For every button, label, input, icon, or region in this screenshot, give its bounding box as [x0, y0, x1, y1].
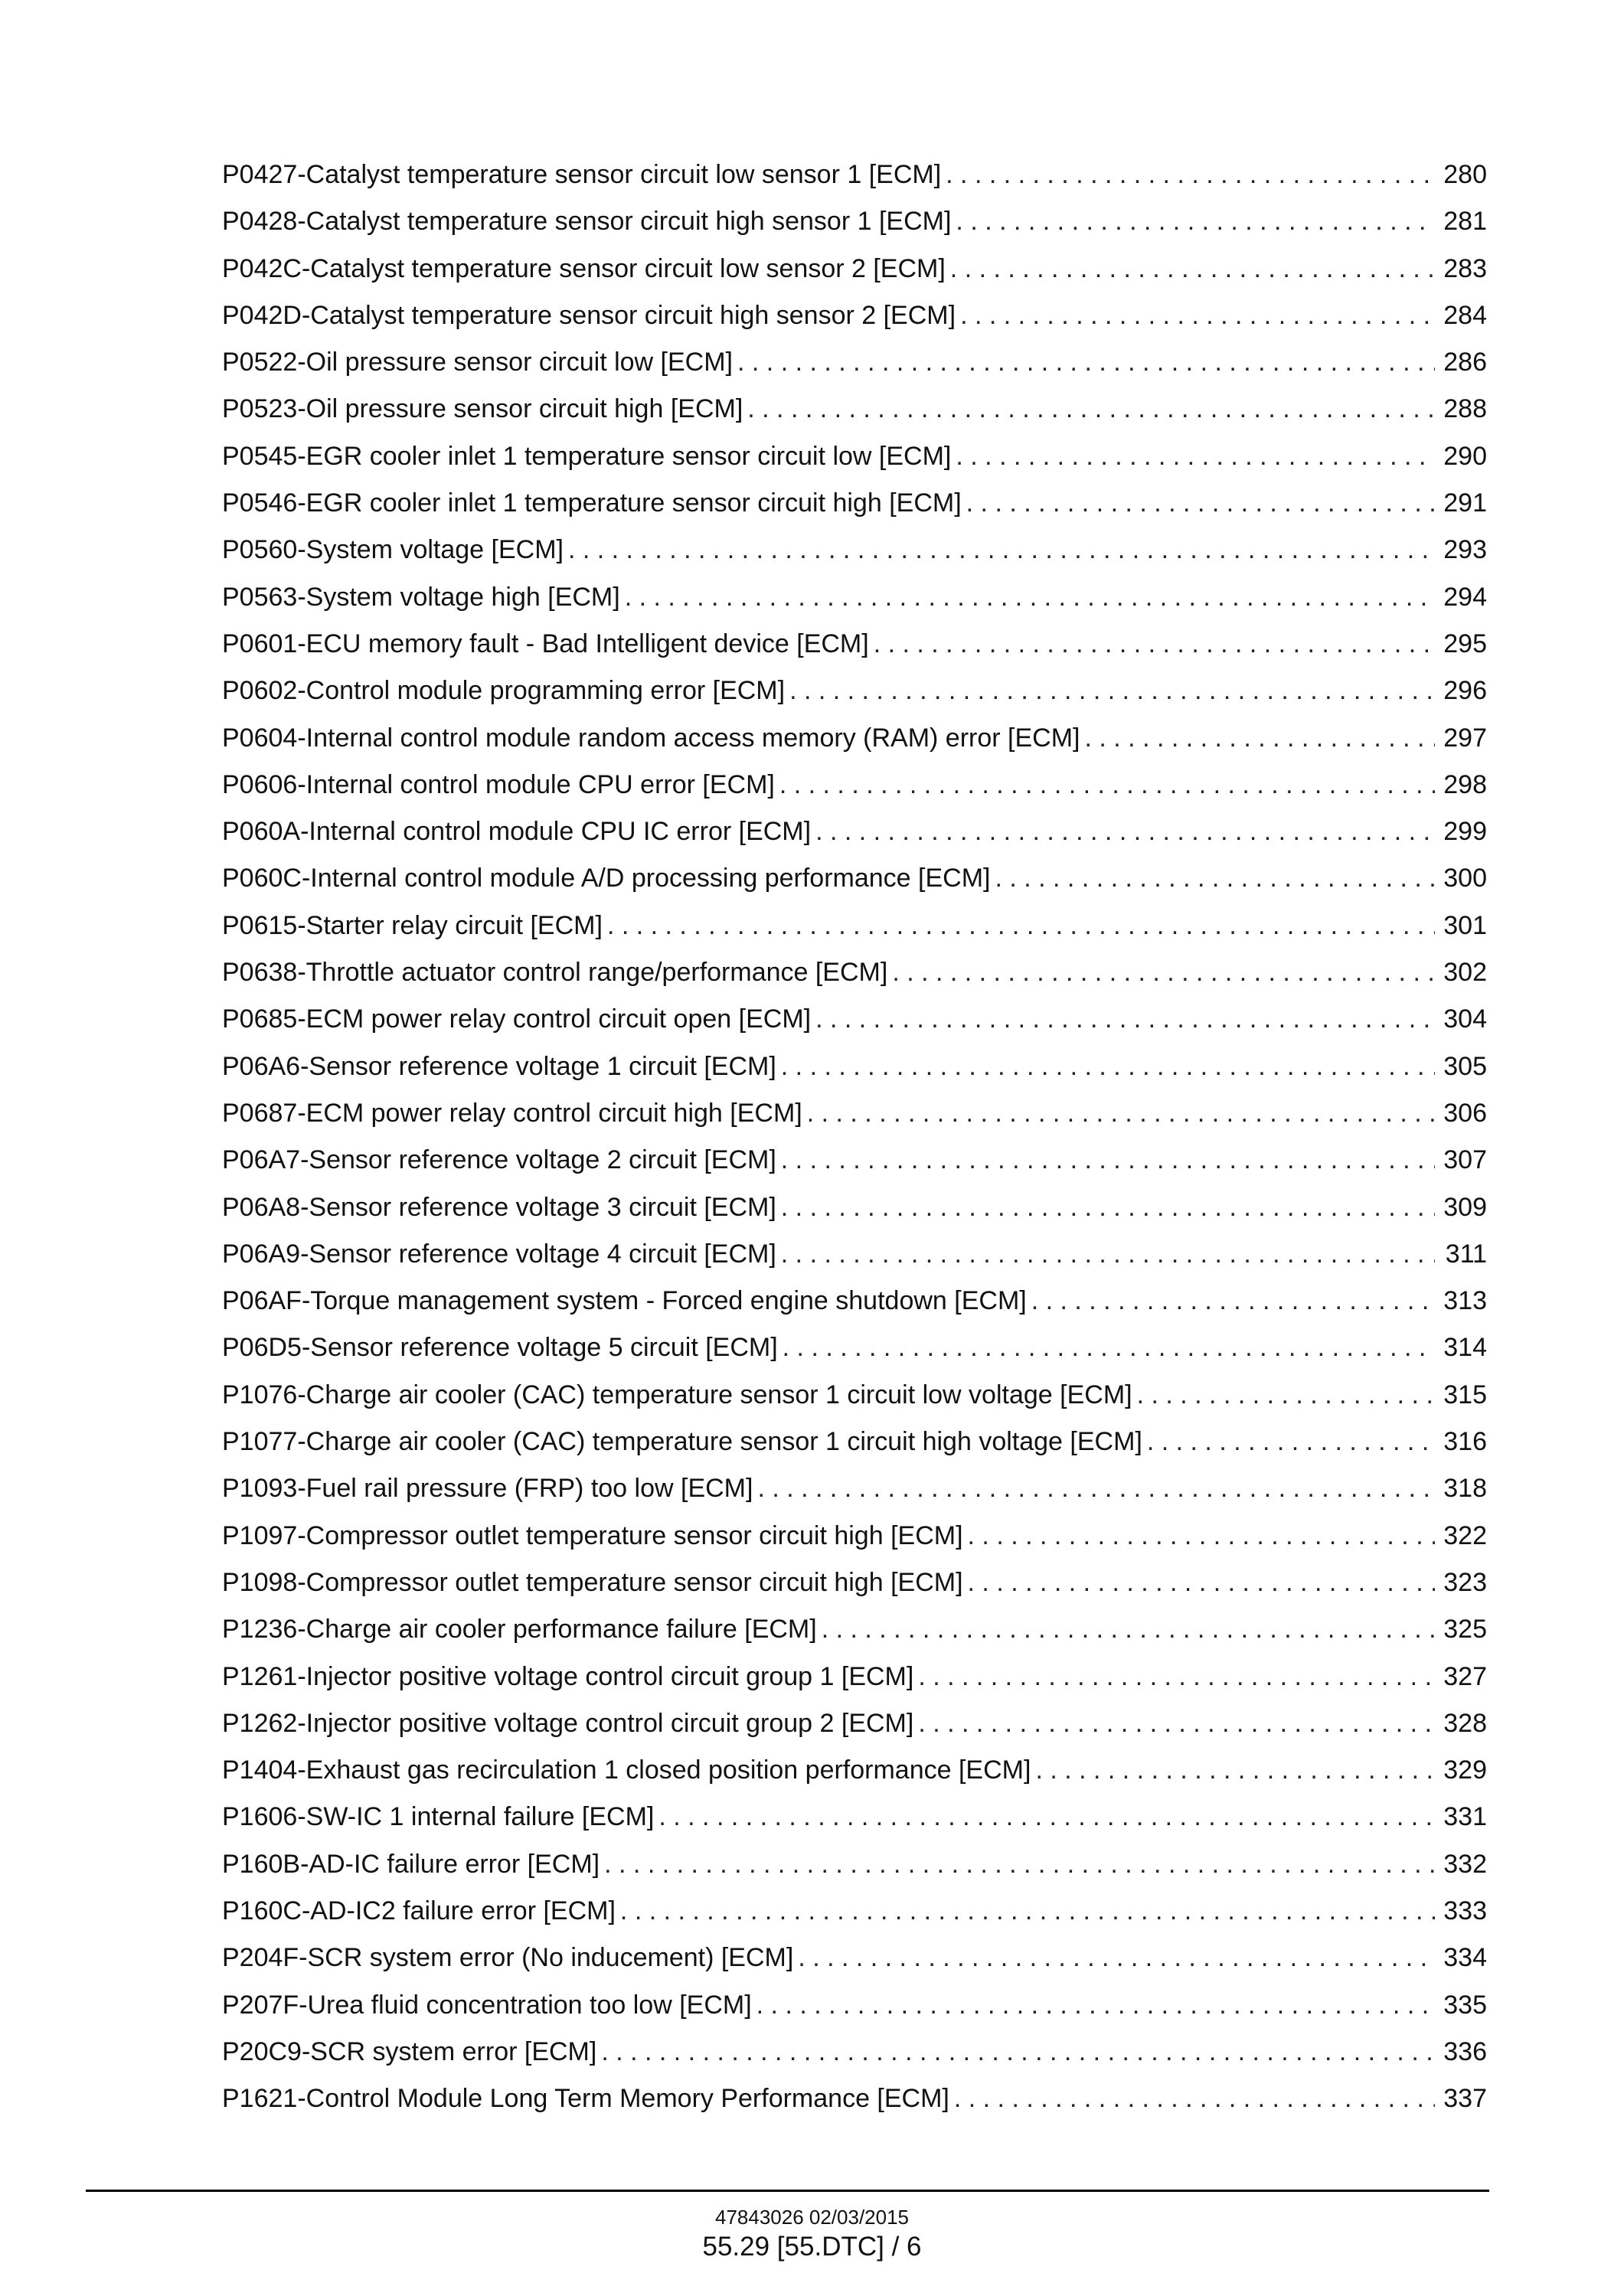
- toc-entry-page-number: 336: [1443, 2036, 1487, 2066]
- toc-dot-leader: [756, 1982, 1435, 2029]
- toc-dot-leader: [620, 1888, 1435, 1935]
- toc-entry[interactable]: [222, 292, 1487, 339]
- toc-entry-title: P0560-System voltage [ECM]: [222, 535, 564, 565]
- toc-dot-leader: [601, 2029, 1435, 2076]
- toc-entry-title: P1606-SW-IC 1 internal failure [ECM]: [222, 1802, 655, 1832]
- toc-entry[interactable]: [222, 1747, 1487, 1794]
- toc-entry-title: P1236-Charge air cooler performance failure [ECM]: [222, 1615, 817, 1644]
- toc-dot-leader: [960, 292, 1435, 339]
- toc-dot-leader: [995, 855, 1435, 902]
- toc-entry-page-number: 293: [1443, 535, 1487, 565]
- toc-dot-leader: [658, 1794, 1435, 1840]
- toc-dot-leader: [1085, 715, 1436, 762]
- toc-entry-page-number: 315: [1443, 1380, 1487, 1409]
- toc-entry[interactable]: [222, 2029, 1487, 2076]
- toc-entry[interactable]: [222, 1513, 1487, 1560]
- toc-dot-leader: [950, 246, 1435, 292]
- toc-entry-page-number: 331: [1443, 1802, 1487, 1832]
- toc-entry[interactable]: [222, 808, 1487, 855]
- toc-entry-title: P160C-AD-IC2 failure error [ECM]: [222, 1896, 616, 1925]
- toc-entry-page-number: 328: [1443, 1708, 1487, 1738]
- toc-entry-title: P0687-ECM power relay control circuit high [ECM]: [222, 1098, 802, 1128]
- toc-entry-page-number: 323: [1443, 1567, 1487, 1597]
- toc-entry-title: P06A8-Sensor reference voltage 3 circuit [ECM]: [222, 1192, 776, 1222]
- toc-entry-title: P1262-Injector positive voltage control circuit group 2 [ECM]: [222, 1708, 914, 1738]
- toc-entry-title: P0546-EGR cooler inlet 1 temperature sensor circuit high [ECM]: [222, 488, 962, 518]
- toc-entry-title: P06AF-Torque management system - Forced engine shutdown [ECM]: [222, 1286, 1027, 1316]
- toc-entry-title: P0545-EGR cooler inlet 1 temperature sensor circuit low [ECM]: [222, 441, 952, 471]
- toc-dot-leader: [892, 949, 1435, 996]
- toc-entry-title: P1097-Compressor outlet temperature sensor circuit high [ECM]: [222, 1520, 963, 1550]
- toc-dot-leader: [807, 1090, 1435, 1137]
- toc-dot-leader: [968, 1560, 1435, 1606]
- toc-entry-page-number: 298: [1443, 769, 1487, 799]
- toc-entry[interactable]: [222, 574, 1487, 621]
- toc-dot-leader: [918, 1654, 1435, 1700]
- toc-entry-title: P0604-Internal control module random access memory (RAM) error [ECM]: [222, 723, 1080, 753]
- toc-entry-title: P06D5-Sensor reference voltage 5 circuit [ECM]: [222, 1333, 778, 1363]
- toc-entry[interactable]: [222, 1888, 1487, 1935]
- toc-entry[interactable]: [222, 621, 1487, 668]
- toc-entry-page-number: 305: [1443, 1051, 1487, 1081]
- toc-entry-page-number: 314: [1443, 1333, 1487, 1363]
- toc-dot-leader: [946, 152, 1435, 198]
- toc-entry-title: P060A-Internal control module CPU IC error [ECM]: [222, 817, 812, 847]
- toc-dot-leader: [568, 527, 1435, 573]
- toc-entry[interactable]: [222, 1700, 1487, 1747]
- toc-entry-page-number: 322: [1443, 1520, 1487, 1550]
- toc-entry[interactable]: [222, 762, 1487, 808]
- toc-entry[interactable]: [222, 339, 1487, 386]
- toc-entry-title: P160B-AD-IC failure error [ECM]: [222, 1849, 600, 1879]
- toc-entry-title: P0602-Control module programming error [ECM]: [222, 676, 786, 706]
- toc-entry-page-number: 325: [1443, 1615, 1487, 1644]
- toc-entry[interactable]: [222, 855, 1487, 902]
- toc-entry-title: P042C-Catalyst temperature sensor circuit low sensor 2 [ECM]: [222, 253, 946, 283]
- toc-entry[interactable]: [222, 386, 1487, 433]
- toc-entry[interactable]: [222, 996, 1487, 1043]
- toc-dot-leader: [604, 1841, 1435, 1888]
- toc-entry[interactable]: [222, 1794, 1487, 1840]
- toc-dot-leader: [1031, 1278, 1435, 1324]
- toc-entry[interactable]: [222, 1465, 1487, 1512]
- toc-entry-title: P0638-Throttle actuator control range/performance [ECM]: [222, 958, 888, 988]
- toc-dot-leader: [815, 808, 1435, 855]
- toc-entry-page-number: 329: [1443, 1755, 1487, 1785]
- toc-dot-leader: [798, 1935, 1435, 1981]
- toc-dot-leader: [968, 1513, 1435, 1560]
- toc-entry[interactable]: [222, 527, 1487, 573]
- toc-dot-leader: [607, 903, 1435, 949]
- toc-dot-leader: [779, 762, 1435, 808]
- toc-entry-page-number: 288: [1443, 394, 1487, 424]
- toc-entry[interactable]: [222, 668, 1487, 714]
- toc-dot-leader: [625, 574, 1435, 621]
- footer-divider: [86, 2190, 1489, 2192]
- toc-entry[interactable]: [222, 1560, 1487, 1606]
- toc-entry[interactable]: [222, 433, 1487, 480]
- toc-dot-leader: [1147, 1419, 1435, 1465]
- toc-entry-title: P06A9-Sensor reference voltage 4 circuit [ECM]: [222, 1239, 776, 1269]
- toc-dot-leader: [918, 1700, 1435, 1747]
- toc-entry[interactable]: [222, 1982, 1487, 2029]
- toc-entry-page-number: 294: [1443, 582, 1487, 612]
- toc-entry-page-number: 291: [1443, 488, 1487, 518]
- toc-entry-page-number: 281: [1443, 207, 1487, 237]
- toc-entry-page-number: 284: [1443, 300, 1487, 330]
- toc-entry-page-number: 337: [1443, 2084, 1487, 2114]
- toc-entry-title: P0427-Catalyst temperature sensor circuit low sensor 1 [ECM]: [222, 160, 942, 189]
- footer-document-id: 47843026 02/03/2015: [714, 2206, 910, 2229]
- toc-entry[interactable]: [222, 1419, 1487, 1465]
- toc-entry[interactable]: [222, 152, 1487, 198]
- toc-entry-page-number: 302: [1443, 958, 1487, 988]
- toc-entry-title: P0522-Oil pressure sensor circuit low [ECM]: [222, 348, 734, 377]
- toc-dot-leader: [874, 621, 1435, 668]
- toc-entry[interactable]: [222, 1606, 1487, 1653]
- toc-entry-page-number: 306: [1443, 1098, 1487, 1128]
- toc-entry-page-number: 304: [1443, 1004, 1487, 1034]
- toc-entry-page-number: 334: [1443, 1943, 1487, 1973]
- toc-dot-leader: [747, 386, 1435, 433]
- toc-entry-title: P06A6-Sensor reference voltage 1 circuit [ECM]: [222, 1051, 776, 1081]
- toc-dot-leader: [956, 198, 1435, 245]
- toc-entry[interactable]: [222, 1324, 1487, 1371]
- toc-entry-page-number: 286: [1443, 348, 1487, 377]
- toc-entry-page-number: 300: [1443, 864, 1487, 893]
- toc-entry-page-number: 316: [1443, 1427, 1487, 1457]
- toc-entry[interactable]: [222, 2076, 1487, 2122]
- toc-entry-title: P0523-Oil pressure sensor circuit high [ECM]: [222, 394, 743, 424]
- toc-entry[interactable]: [222, 198, 1487, 245]
- toc-dot-leader: [815, 996, 1435, 1043]
- toc-entry-page-number: 295: [1443, 629, 1487, 658]
- toc-entry[interactable]: [222, 949, 1487, 996]
- toc-entry-page-number: 327: [1443, 1661, 1487, 1691]
- toc-entry[interactable]: [222, 1231, 1487, 1278]
- toc-dot-leader: [966, 480, 1435, 527]
- toc-entry-title: P0563-System voltage high [ECM]: [222, 582, 620, 612]
- toc-entry-title: P0601-ECU memory fault - Bad Intelligent device [ECM]: [222, 629, 869, 658]
- toc-entry-page-number: 290: [1443, 441, 1487, 471]
- toc-entry[interactable]: [222, 1654, 1487, 1700]
- toc-dot-leader: [737, 339, 1435, 386]
- toc-entry-page-number: 297: [1443, 723, 1487, 753]
- toc-entry-title: P204F-SCR system error (No inducement) [ECM]: [222, 1943, 794, 1973]
- footer-page-label: 55.29 [55.DTC] / 6: [702, 2232, 922, 2262]
- toc-entry-page-number: 311: [1445, 1239, 1487, 1269]
- toc-entry[interactable]: [222, 246, 1487, 292]
- toc-entry-title: P0428-Catalyst temperature sensor circuit high sensor 1 [ECM]: [222, 207, 952, 237]
- toc-entry-page-number: 318: [1443, 1474, 1487, 1504]
- toc-entry[interactable]: [222, 715, 1487, 762]
- toc-dot-leader: [781, 1137, 1435, 1184]
- toc-entry-page-number: 332: [1443, 1849, 1487, 1879]
- toc-entry-page-number: 280: [1443, 160, 1487, 189]
- toc-entry-page-number: 301: [1443, 910, 1487, 940]
- toc-entry-page-number: 307: [1443, 1145, 1487, 1175]
- toc-dot-leader: [781, 1043, 1435, 1090]
- toc-dot-leader: [1137, 1372, 1435, 1419]
- toc-entry-title: P1621-Control Module Long Term Memory Performance [ECM]: [222, 2084, 949, 2114]
- toc-entry-title: P042D-Catalyst temperature sensor circuit high sensor 2 [ECM]: [222, 300, 956, 330]
- toc-entry-title: P20C9-SCR system error [ECM]: [222, 2036, 597, 2066]
- toc-entry-title: P207F-Urea fluid concentration too low [ECM]: [222, 1990, 752, 2020]
- toc-entry[interactable]: [222, 480, 1487, 527]
- toc-entry[interactable]: [222, 1372, 1487, 1419]
- toc-entry-title: P1404-Exhaust gas recirculation 1 closed position performance [ECM]: [222, 1755, 1031, 1785]
- toc-dot-leader: [1035, 1747, 1435, 1794]
- toc-entry[interactable]: [222, 1184, 1487, 1231]
- toc-dot-leader: [781, 1184, 1435, 1231]
- toc-dot-leader: [956, 433, 1435, 480]
- toc-entry-title: P1098-Compressor outlet temperature sensor circuit high [ECM]: [222, 1567, 963, 1597]
- toc-entry-title: P0606-Internal control module CPU error [ECM]: [222, 769, 775, 799]
- toc-entry-page-number: 283: [1443, 253, 1487, 283]
- toc-entry-page-number: 313: [1443, 1286, 1487, 1316]
- toc-entry-title: P0615-Starter relay circuit [ECM]: [222, 910, 603, 940]
- toc-dot-leader: [954, 2076, 1435, 2122]
- toc-entry-title: P1076-Charge air cooler (CAC) temperature sensor 1 circuit low voltage [ECM]: [222, 1380, 1132, 1409]
- toc-entry-title: P1077-Charge air cooler (CAC) temperature sensor 1 circuit high voltage [ECM]: [222, 1427, 1142, 1457]
- toc-dot-leader: [822, 1606, 1435, 1653]
- toc-entry-title: P0685-ECM power relay control circuit open [ECM]: [222, 1004, 812, 1034]
- toc-dot-leader: [757, 1465, 1435, 1512]
- toc-entry[interactable]: [222, 903, 1487, 949]
- toc-entry[interactable]: [222, 1935, 1487, 1981]
- toc-entry-page-number: 296: [1443, 676, 1487, 706]
- toc-entry-title: P060C-Internal control module A/D processing performance [ECM]: [222, 864, 991, 893]
- toc-entry-title: P06A7-Sensor reference voltage 2 circuit [ECM]: [222, 1145, 776, 1175]
- toc-entry[interactable]: [222, 1841, 1487, 1888]
- toc-entry[interactable]: [222, 1137, 1487, 1184]
- toc-entry-page-number: 333: [1443, 1896, 1487, 1925]
- toc-entry[interactable]: [222, 1043, 1487, 1090]
- toc-entry-page-number: 299: [1443, 817, 1487, 847]
- toc-entry[interactable]: [222, 1090, 1487, 1137]
- table-of-contents: [222, 152, 1487, 2122]
- toc-entry-title: P1093-Fuel rail pressure (FRP) too low [ECM]: [222, 1474, 753, 1504]
- toc-entry[interactable]: [222, 1278, 1487, 1324]
- toc-entry-title: P1261-Injector positive voltage control circuit group 1 [ECM]: [222, 1661, 914, 1691]
- toc-dot-leader: [781, 1231, 1435, 1278]
- toc-dot-leader: [783, 1324, 1435, 1371]
- toc-entry-page-number: 309: [1443, 1192, 1487, 1222]
- toc-dot-leader: [789, 668, 1435, 714]
- toc-entry-page-number: 335: [1443, 1990, 1487, 2020]
